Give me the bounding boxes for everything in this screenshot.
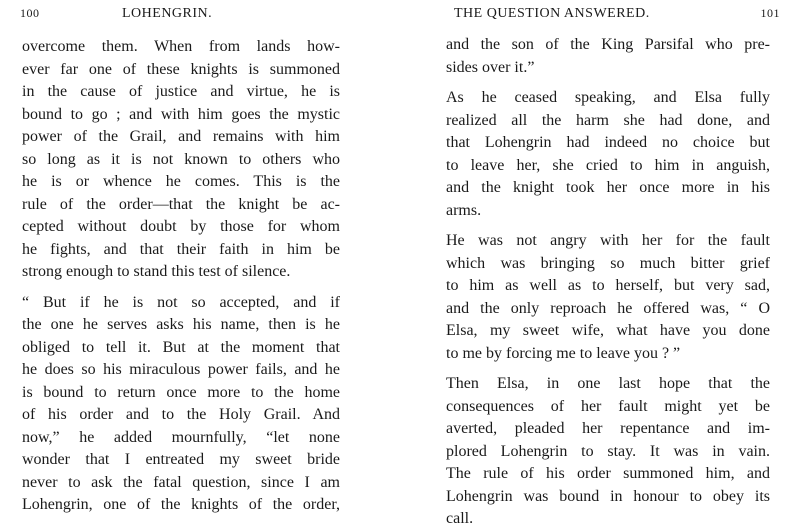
text-line: rule of the order—that the knight be ac-	[22, 195, 340, 213]
text-line: As he ceased speaking, and Elsa fully	[446, 89, 770, 106]
text-line: bound to go ; and with him goes the mystic	[22, 105, 340, 123]
text-line: arms.	[446, 201, 482, 219]
paragraph	[446, 87, 770, 222]
text-line: wonder that I entreated my sweet bride	[22, 451, 340, 468]
text-line: strong enough to stand this test of silence.	[22, 263, 291, 280]
running-head: LOHENGRIN.	[122, 6, 213, 21]
text-line: ever far one of these knights is summoned	[22, 60, 340, 78]
text-line: he does so his miraculous power fails, and he	[22, 361, 340, 378]
text-line: now,” he added mournfully, “let none	[22, 428, 340, 446]
text-line: plored Lohengrin to stay. It was in vain.	[446, 442, 770, 460]
text-line: to me by forcing me to leave you ? ”	[446, 344, 681, 362]
text-line: and the only reproach he offered was, “ O	[446, 299, 770, 317]
text-line: the one he serves asks his name, then is he	[22, 316, 340, 333]
running-head: THE QUESTION ANSWERED.	[454, 6, 650, 21]
page-number: 100	[20, 6, 40, 20]
text-line: realized all the harm she had done, and	[446, 111, 770, 129]
text-line: He was not angry with her for the fault	[446, 232, 770, 249]
text-line: “ But if he is not so accepted, and if	[22, 293, 340, 311]
text-line: call.	[446, 510, 474, 527]
text-line: consequences of her fault might yet be	[446, 397, 770, 415]
text-line: in the cause of justice and virtue, he is	[22, 83, 340, 100]
paragraph	[446, 230, 770, 365]
text-line: power of the Grail, and remains with him	[22, 128, 340, 145]
paragraph	[22, 36, 340, 284]
text-line: to leave her, she cried to him in anguish,	[446, 156, 770, 174]
text-line: never to ask the fatal question, since I am	[22, 473, 340, 491]
paragraph	[22, 292, 340, 517]
text-line: so long as it is not known to others who	[22, 150, 340, 168]
left-page-body	[22, 36, 340, 517]
text-line: which was bringing so much bitter grief	[446, 254, 770, 272]
text-line: that Lohengrin had indeed no choice but	[446, 134, 770, 151]
text-line: cepted without doubt by those for whom	[22, 218, 340, 235]
right-page	[446, 0, 780, 527]
text-line: of his order and to the Holy Grail. And	[22, 406, 340, 423]
text-line: Lohengrin was bound in honour to obey its	[446, 487, 770, 505]
right-page-body	[446, 34, 770, 531]
left-page-header	[22, 6, 340, 26]
page-number: 101	[760, 6, 780, 20]
paragraph	[446, 373, 770, 531]
text-line: The rule of his order summoned him, and	[446, 465, 770, 482]
text-line: Then Elsa, in one last hope that the	[446, 375, 770, 392]
text-line: and the knight took her once more in his	[446, 179, 770, 196]
text-line: is bound to return once more to the home	[22, 383, 340, 401]
text-line: he is or whence he comes. This is the	[22, 173, 340, 190]
right-page-header	[446, 6, 780, 26]
text-line: to him as well as to herself, but very sad,	[446, 277, 770, 294]
text-line: he fights, and that their faith in him be	[22, 240, 340, 258]
paragraph	[446, 34, 770, 79]
text-line: overcome them. When from lands how-	[22, 38, 340, 55]
text-line: averted, pleaded her repentance and im-	[446, 420, 770, 437]
text-line: Elsa, my sweet wife, what have you done	[446, 322, 770, 339]
text-line: Lohengrin, one of the knights of the order,	[22, 496, 340, 513]
left-page	[22, 0, 340, 514]
text-line: obliged to tell it. But at the moment that	[22, 338, 340, 356]
text-line: sides over it.”	[446, 58, 535, 76]
text-line: and the son of the King Parsifal who pre-	[446, 36, 770, 53]
